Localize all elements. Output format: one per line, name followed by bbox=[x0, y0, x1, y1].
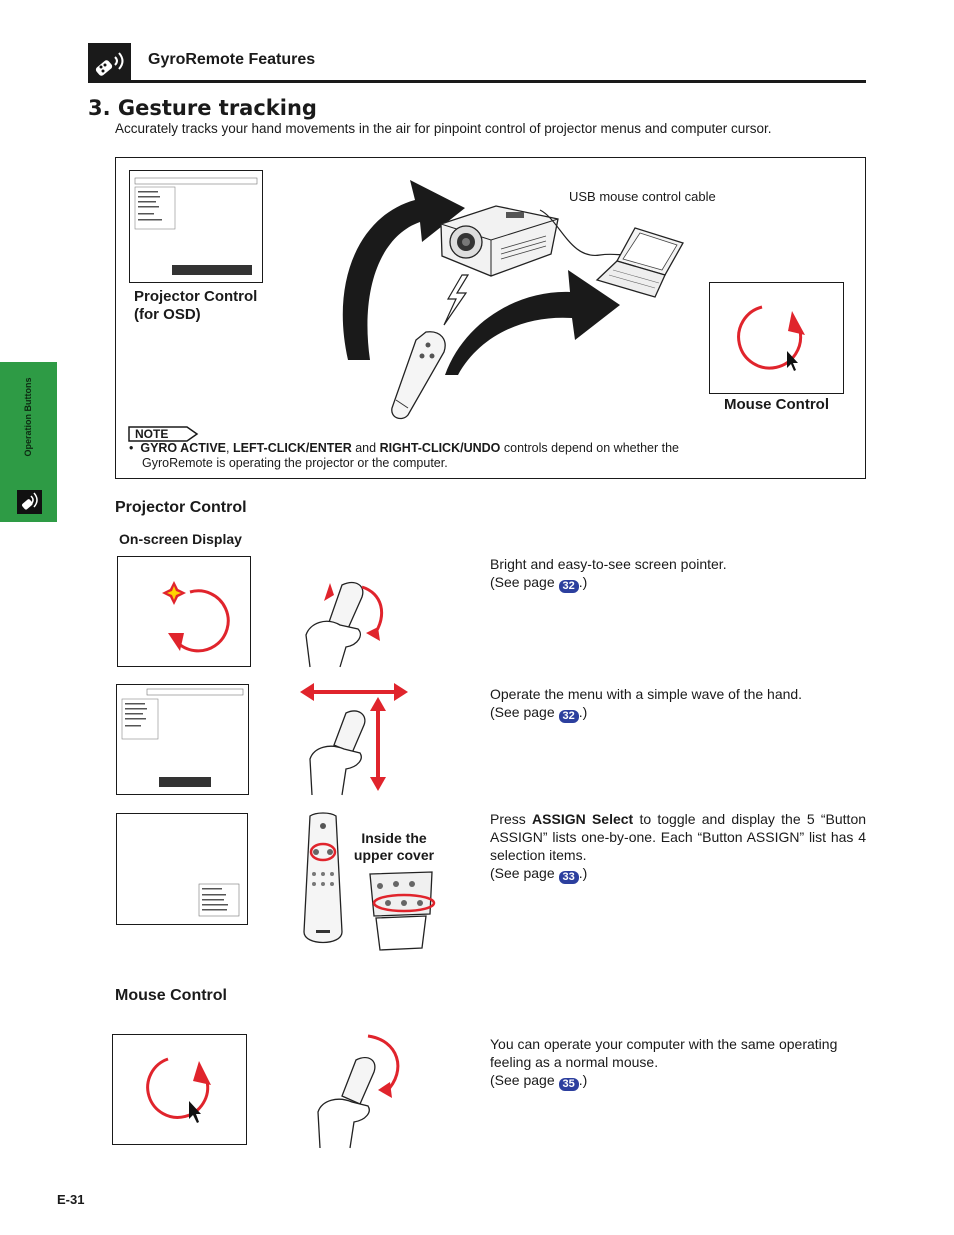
remote-control-icon bbox=[88, 43, 131, 83]
mouse-cursor-screen bbox=[112, 1034, 247, 1145]
hand-remote-mouse-illustration bbox=[312, 1030, 404, 1148]
cable-label: USB mouse control cable bbox=[569, 189, 716, 204]
osd-subheading: On-screen Display bbox=[119, 531, 242, 547]
page-number: E-31 bbox=[57, 1192, 85, 1207]
osd-menu-thumbnail bbox=[129, 170, 263, 283]
projector-control-label: Projector Control (for OSD) bbox=[134, 288, 258, 323]
page-ref-badge[interactable]: 32 bbox=[559, 580, 579, 593]
mouse-description: You can operate your computer with the same operating feeling as a normal mouse. (See page 35 .) bbox=[490, 1036, 838, 1090]
cover-label: Inside the upper cover bbox=[353, 830, 435, 863]
page-ref-badge[interactable]: 33 bbox=[559, 871, 579, 884]
mouse-control-heading: Mouse Control bbox=[115, 987, 227, 1004]
assign-description: Press ASSIGN Select to toggle and display the 5 “Button ASSIGN” lists one-by-one. Each “Button ASSIGN” list has 4 selection items. (See page 33 .) bbox=[490, 811, 867, 883]
header-rule bbox=[88, 80, 866, 83]
signal-bolt-icon bbox=[440, 275, 470, 325]
remote-cover-open-illustration bbox=[366, 868, 438, 950]
projector-control-heading: Projector Control bbox=[115, 499, 247, 516]
button-assign-screen bbox=[116, 813, 248, 925]
hand-wave-illustration bbox=[300, 683, 410, 795]
gyroremote-illustration bbox=[386, 330, 456, 420]
note-badge: NOTE bbox=[129, 427, 199, 441]
hand-remote-illustration bbox=[300, 575, 400, 667]
pointer-description: Bright and easy-to-see screen pointer. (See page 32 .) bbox=[490, 556, 727, 592]
pointer-screen bbox=[117, 556, 251, 667]
page-title: 3. Gesture tracking bbox=[88, 96, 317, 120]
page-ref-badge[interactable]: 32 bbox=[559, 710, 579, 723]
sidebar-label: Operation Buttons bbox=[23, 377, 33, 457]
mouse-control-screen bbox=[709, 282, 844, 394]
menu-description: Operate the menu with a simple wave of the hand. (See page 32 .) bbox=[490, 686, 803, 722]
osd-menu-screen bbox=[116, 684, 249, 795]
laptop-illustration bbox=[595, 225, 690, 300]
remote-control-icon bbox=[17, 490, 42, 514]
section-title: GyroRemote Features bbox=[148, 51, 316, 68]
intro-text: Accurately tracks your hand movements in the air for pinpoint control of projector menus and computer cursor. bbox=[115, 121, 772, 136]
page-ref-badge[interactable]: 35 bbox=[559, 1078, 579, 1091]
note-text: • GYRO ACTIVE, LEFT-CLICK/ENTER and RIGHT-CLICK/UNDO controls depend on whether the GyroRemote is operating the projector or the computer. bbox=[129, 441, 679, 470]
mouse-control-label: Mouse Control bbox=[724, 396, 829, 413]
remote-front-illustration bbox=[302, 812, 344, 950]
